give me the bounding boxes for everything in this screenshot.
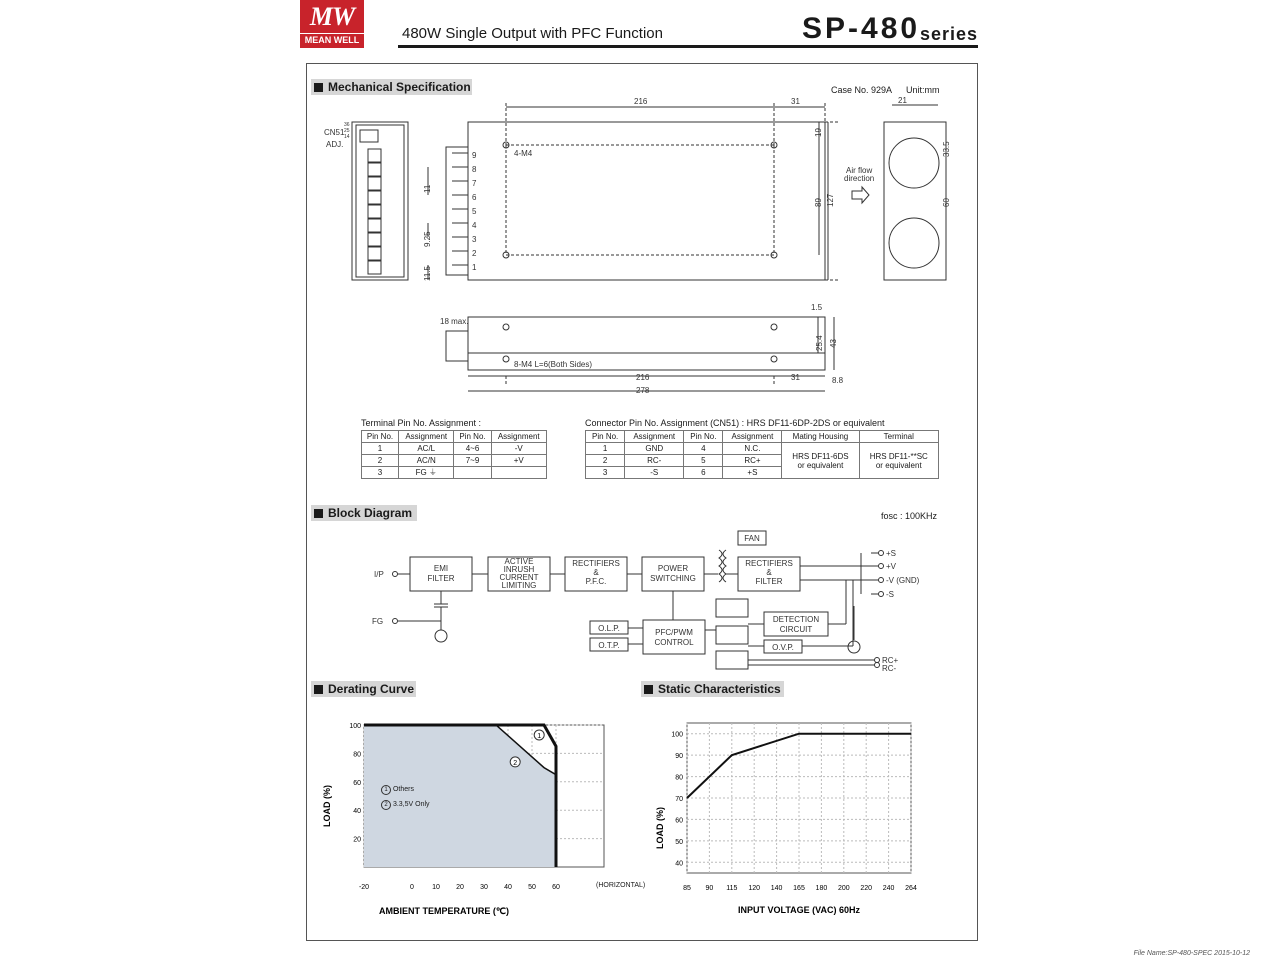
dim-43: 43 — [829, 339, 838, 348]
table-cell: N.C. — [723, 443, 782, 455]
table-cell: 5 — [684, 455, 723, 467]
screw-side-label: 8-M4 L=6(Both Sides) — [514, 360, 593, 369]
inrush-label: INRUSH — [503, 565, 535, 574]
case-number: Case No. 929A — [831, 85, 893, 95]
derating-legend-1 — [381, 785, 414, 795]
rectifier-pfc-label: & — [593, 568, 599, 577]
table-header-row — [586, 431, 939, 443]
legend-marker-2: 2 — [381, 800, 391, 810]
dim-89: 89 — [814, 198, 823, 207]
header-rule — [398, 45, 978, 48]
x-tick-label: 85 — [683, 885, 691, 892]
y-axis-label: LOAD (%) — [322, 785, 332, 827]
mating-housing-line: HRS DF11-6DS — [792, 451, 849, 461]
pfc-pwm-label: PFC/PWM — [655, 628, 693, 637]
rectifier-filter-label: & — [766, 568, 772, 577]
dim-18max: 18 max. — [440, 317, 469, 326]
file-name-footer: File Name:SP-480-SPEC 2015-10-12 — [1133, 950, 1250, 957]
table-cell: -V — [491, 443, 547, 455]
inrush-label: LIMITING — [501, 581, 537, 590]
mean-well-logo — [300, 0, 364, 48]
horizontal-note: (HORIZONTAL) — [596, 882, 646, 889]
airflow-line1: Air flow — [846, 166, 873, 175]
power-switching-label: POWER — [657, 564, 689, 573]
airflow-line2: direction — [844, 174, 875, 183]
inrush-label: ACTIVE — [504, 557, 534, 566]
terminal-screws — [368, 149, 381, 274]
column-header: Pin No. — [586, 431, 625, 443]
terminal-number: 7 — [472, 179, 477, 188]
x-tick-label: 120 — [748, 885, 761, 892]
model-name: SP-480 — [802, 12, 921, 45]
y-tick-label: 70 — [675, 796, 683, 803]
table-cell: +V — [491, 455, 547, 467]
derating-legend-2 — [381, 800, 430, 810]
terminal-panel — [352, 122, 408, 280]
table-row — [362, 467, 547, 479]
table-cell — [454, 467, 491, 479]
table-cell: FG ⏚ — [399, 467, 454, 479]
table-cell: 2 — [586, 455, 625, 467]
connector-pin-number: 25 — [344, 128, 350, 134]
output-label: -V (GND) — [886, 576, 920, 585]
output-label: +V — [886, 562, 897, 571]
cn51-label: CN51 — [324, 128, 345, 137]
table-cell: RC+ — [723, 455, 782, 467]
dim-60: 60 — [942, 198, 951, 207]
terminal-number: 2 — [472, 249, 477, 258]
table-cell: 3 — [362, 467, 399, 479]
y-tick-label: 50 — [675, 838, 683, 846]
column-header: Assignment — [625, 431, 684, 443]
block-diagram — [306, 520, 976, 680]
dim-11: 11 — [423, 184, 432, 193]
dim-31-top: 31 — [791, 97, 800, 106]
y-tick-label: 40 — [353, 808, 361, 816]
column-header: Pin No. — [454, 431, 491, 443]
x-tick-label: 115 — [726, 885, 738, 892]
y-tick-label: 80 — [353, 751, 361, 759]
table-cell: 7~9 — [454, 455, 491, 467]
column-header: Assignment — [723, 431, 782, 443]
connector-pin-table — [585, 430, 939, 479]
dim-8-8: 8.8 — [832, 376, 844, 385]
terminal-pin-table — [361, 430, 547, 479]
dim-278: 278 — [636, 386, 650, 395]
terminal-number-list — [472, 151, 477, 272]
mating-housing-line: or equivalent — [797, 460, 844, 470]
terminal-number: 3 — [472, 235, 477, 244]
x-tick-label: 60 — [552, 884, 560, 891]
x-tick-label: 200 — [837, 885, 850, 892]
x-tick-label: 90 — [705, 885, 714, 892]
x-tick-label: 264 — [905, 885, 917, 892]
table-cell: AC/L — [399, 443, 454, 455]
dim-9-25: 9.25 — [423, 231, 432, 247]
y-tick-label: 60 — [675, 817, 683, 825]
emi-filter-label: EMI — [433, 564, 449, 573]
rectifier-filter-label: FILTER — [755, 577, 783, 586]
connector-pin-number: 36 — [344, 122, 350, 128]
table-cell — [491, 467, 547, 479]
x-tick-label: 180 — [815, 885, 828, 892]
dim-11-5: 11.5 — [423, 266, 432, 281]
pfc-pwm-block — [643, 620, 705, 654]
terminal-number: 6 — [472, 193, 477, 202]
column-header: Terminal — [859, 431, 938, 443]
table-header-row — [362, 431, 547, 443]
table-row — [586, 443, 939, 455]
table-cell: 1 — [586, 443, 625, 455]
y-tick-label: 100 — [671, 731, 683, 739]
screw-top-label: 4-M4 — [514, 149, 533, 158]
table-cell: -S — [625, 467, 684, 479]
rectifier-pfc-label: P.F.C. — [585, 577, 607, 586]
emi-filter-label: FILTER — [427, 574, 455, 583]
x-tick-label: 50 — [528, 884, 536, 891]
mechanical-spec-heading: Mechanical Specification — [311, 79, 472, 95]
column-header: Mating Housing — [782, 431, 859, 443]
terminal-block-side — [446, 147, 468, 275]
detection-label: CIRCUIT — [779, 625, 813, 634]
output-label: -S — [886, 590, 894, 599]
y-tick-label: 40 — [675, 860, 683, 868]
mating-housing-cell — [782, 443, 859, 479]
table-cell: +S — [723, 467, 782, 479]
y-tick-label: 60 — [353, 779, 361, 787]
table-cell: 4 — [684, 443, 723, 455]
y-tick-label: 20 — [353, 836, 361, 844]
x-tick-label: 165 — [793, 885, 805, 892]
pfc-pwm-label: CONTROL — [654, 638, 694, 647]
logo-mark: MW — [309, 2, 355, 31]
x-tick-label: 40 — [504, 884, 512, 891]
table-cell: 2 — [362, 455, 399, 467]
document-subtitle: 480W Single Output with PFC Function — [402, 25, 663, 42]
optocoupler — [716, 651, 748, 669]
legend-marker-1: 1 — [381, 785, 391, 795]
y-tick-label: 90 — [675, 753, 683, 761]
dim-19: 19 — [814, 128, 823, 137]
derating-area — [364, 725, 556, 867]
block-diagram-heading: Block Diagram — [311, 505, 417, 521]
column-header: Pin No. — [684, 431, 723, 443]
derating-curve-heading: Derating Curve — [311, 681, 416, 697]
legend-label: 3.3,5V Only — [392, 801, 430, 808]
adj-label: ADJ. — [326, 140, 344, 149]
dim-31-bottom: 31 — [791, 373, 800, 382]
remote-label: RC- — [882, 664, 897, 673]
table-cell: 4~6 — [454, 443, 491, 455]
dim-33-5: 33.5 — [942, 141, 951, 157]
ovp-label: O.V.P. — [772, 643, 794, 652]
dim-216-top: 216 — [634, 97, 648, 106]
output-label: +S — [886, 549, 897, 558]
optocoupler — [716, 599, 748, 617]
x-tick-label: 220 — [860, 885, 873, 892]
table-cell: RC- — [625, 455, 684, 467]
table-cell: 1 — [362, 443, 399, 455]
static-chart — [641, 705, 961, 930]
x-axis-label: AMBIENT TEMPERATURE (℃) — [379, 906, 509, 916]
y-axis-label: LOAD (%) — [655, 807, 665, 849]
x-tick-label: -20 — [358, 884, 370, 891]
curve-marker-1-label: 1 — [537, 732, 542, 740]
static-characteristics-heading: Static Characteristics — [641, 681, 784, 697]
dim-1-5: 1.5 — [811, 303, 823, 312]
x-tick-label: 0 — [410, 884, 414, 891]
terminal-number: 1 — [472, 263, 477, 272]
rectifier-pfc-label: RECTIFIERS — [572, 559, 620, 568]
logo-text: MEAN WELL — [300, 33, 364, 45]
dim-216-bottom: 216 — [636, 373, 650, 382]
y-tick-label: 100 — [349, 723, 361, 730]
inrush-label: CURRENT — [499, 573, 539, 582]
table-row — [362, 455, 547, 467]
terminal-cell — [859, 443, 938, 479]
table-row — [362, 443, 547, 455]
fan-label: FAN — [744, 534, 760, 543]
connector-pin-numbers — [344, 122, 350, 140]
terminal-table-title: Terminal Pin No. Assignment : — [361, 418, 482, 428]
x-tick-label: 140 — [770, 885, 783, 892]
table-cell: 6 — [684, 467, 723, 479]
dim-21: 21 — [898, 96, 907, 105]
x-tick-label: 20 — [456, 884, 464, 891]
derating-chart — [306, 705, 646, 930]
otp-label: O.T.P. — [598, 641, 620, 650]
legend-label: Others — [392, 786, 414, 793]
table-cell: 3 — [586, 467, 625, 479]
terminal-line: or equivalent — [875, 460, 922, 470]
rectifier-filter-label: RECTIFIERS — [745, 559, 793, 568]
fosc-label: fosc : 100KHz — [881, 511, 938, 521]
terminal-line: HRS DF11-**SC — [869, 451, 928, 461]
x-axis-label: INPUT VOLTAGE (VAC) 60Hz — [737, 905, 861, 915]
connector-table-title: Connector Pin No. Assignment (CN51) : HRS DF11-6DP-2DS or equivalent — [585, 418, 885, 428]
power-switching-label: SWITCHING — [650, 574, 696, 583]
terminal-number: 5 — [472, 207, 477, 216]
remote-label: RC+ — [882, 656, 899, 665]
detection-label: DETECTION — [772, 615, 820, 624]
column-header: Assignment — [491, 431, 547, 443]
connector-pin-number: 14 — [344, 134, 350, 140]
series-label: series — [920, 24, 979, 44]
x-tick-label: 30 — [480, 884, 488, 891]
olp-label: O.L.P. — [598, 624, 620, 633]
x-tick-label: 10 — [432, 884, 440, 891]
terminal-number: 4 — [472, 221, 477, 230]
column-header: Assignment — [399, 431, 454, 443]
y-tick-label: 80 — [675, 774, 683, 782]
fg-label: FG — [372, 617, 384, 626]
terminal-number: 9 — [472, 151, 477, 160]
input-label: I/P — [374, 570, 384, 579]
table-cell: AC/N — [399, 455, 454, 467]
optocoupler — [716, 626, 748, 644]
dim-127: 127 — [826, 193, 835, 207]
x-tick-label: 240 — [882, 885, 895, 892]
unit-label: Unit:mm — [906, 85, 940, 95]
mechanical-drawing — [306, 95, 976, 405]
curve-marker-2-label: 2 — [513, 759, 518, 767]
column-header: Pin No. — [362, 431, 399, 443]
terminal-number: 8 — [472, 165, 477, 174]
table-cell: GND — [625, 443, 684, 455]
dim-25-4: 25.4 — [815, 335, 824, 351]
